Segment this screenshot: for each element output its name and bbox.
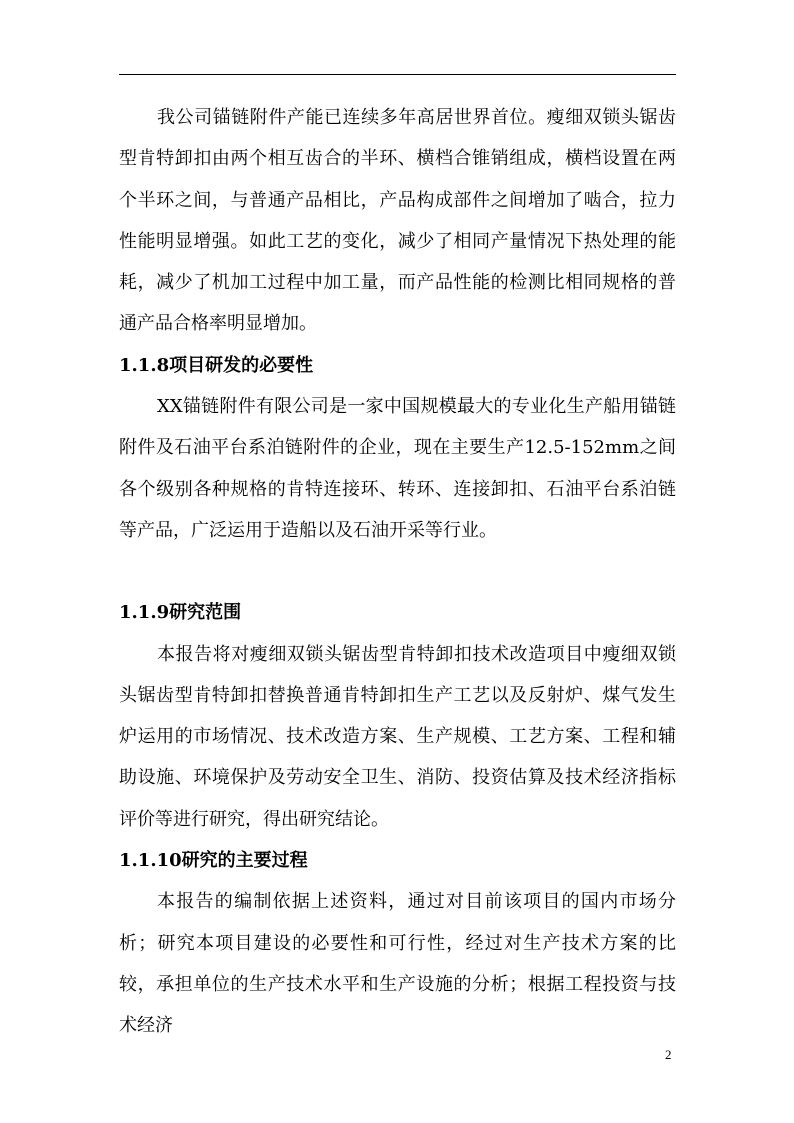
section-heading-process: 1.1.10研究的主要过程 xyxy=(119,850,308,872)
paragraph-company: XX锚链附件有限公司是一家中国规模最大的专业化生产船用锚链附件及石油平台系泊链附件的企业，现在主要生产12.5-152mm之间各个级别各种规格的肯特连接环、转环、连接卸扣、石油平台系泊链等产品，广泛运用于造船以及石油开采等行业。 xyxy=(119,396,676,541)
document-body xyxy=(119,97,676,1047)
paragraph-scope: 本报告将对瘦细双锁头锯齿型肯特卸扣技术改造项目中瘦细双锁头锯齿型肯特卸扣替换普通肯特卸扣生产工艺以及反射炉、煤气发生炉运用的市场情况、技术改造方案、生产规模、工艺方案、工程和辅助设施、环境保护及劳动安全卫生、消防、投资估算及技术经济指标评价等进行研究，得出研究结论。 xyxy=(119,643,676,830)
paragraph-process: 本报告的编制依据上述资料，通过对目前该项目的国内市场分析；研究本项目建设的必要性和可行性，经过对生产技术方案的比较，承担单位的生产技术水平和生产设施的分析；根据工程投资与技术经济 xyxy=(119,891,676,1037)
section-heading-necessity: 1.1.8项目研发的必要性 xyxy=(119,354,314,376)
page-number: 2 xyxy=(665,1047,672,1062)
header-rule xyxy=(119,74,676,75)
blank-line xyxy=(119,551,676,592)
paragraph-capacity: 我公司锚链附件产能已连续多年高居世界首位。瘦细双锁头锯齿型肯特卸扣由两个相互齿合的半环、横档合锥销组成，横档设置在两个半环之间，与普通产品相比，产品构成部件之间增加了啮合，拉力性能明显增强。如此工艺的变化，减少了相同产量情况下热处理的能耗，减少了机加工过程中加工量，而产品性能的检测比相同规格的普通产品合格率明显增加。 xyxy=(119,107,676,335)
section-heading-scope: 1.1.9研究范围 xyxy=(119,602,242,624)
